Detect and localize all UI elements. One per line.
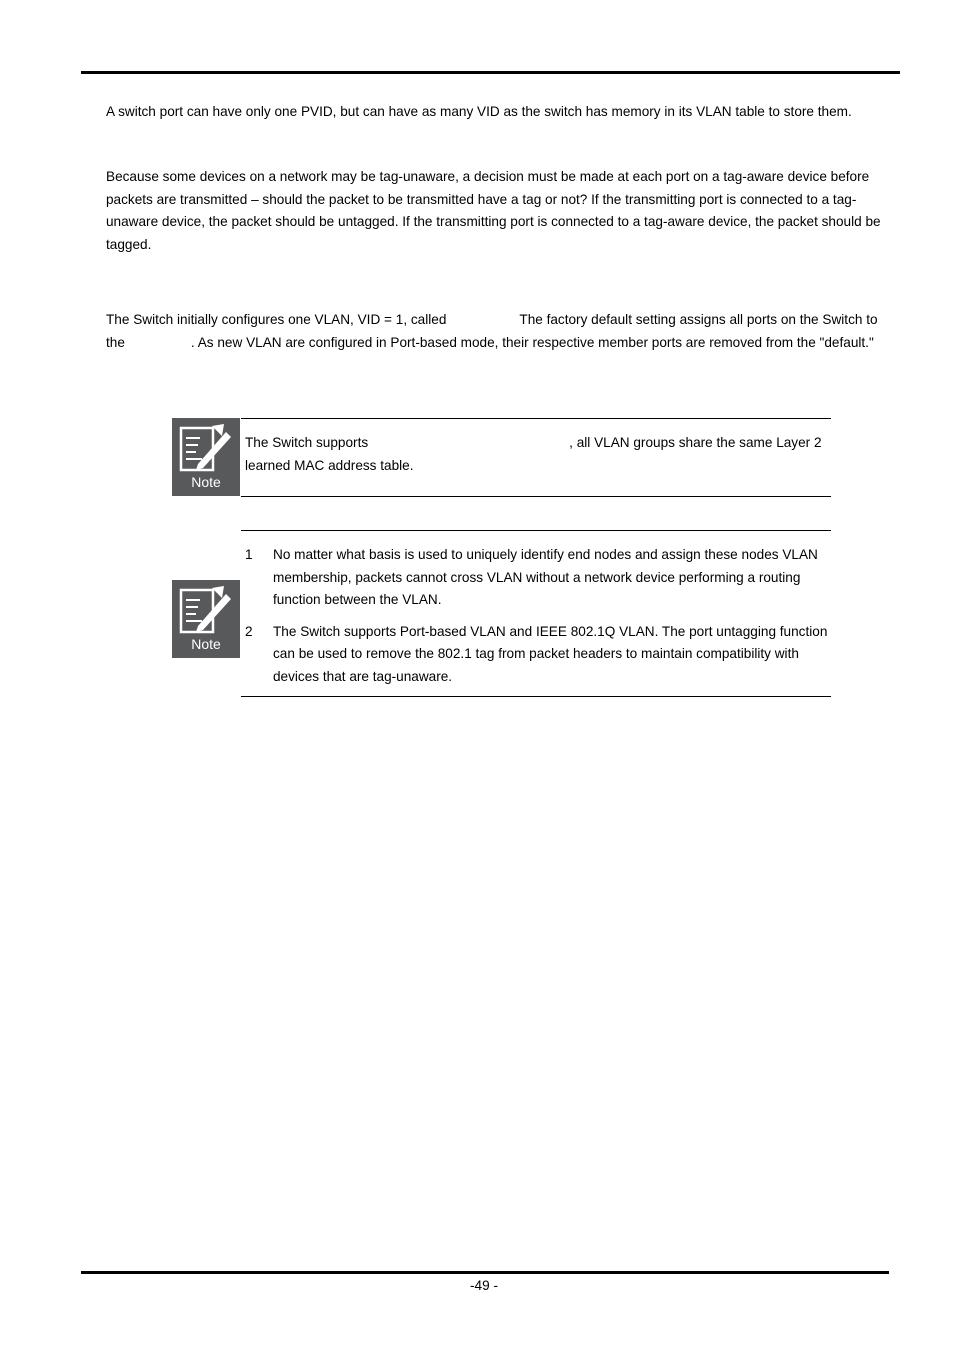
note-icon: [172, 580, 240, 658]
default-vlan-text-b: The factory default setting assigns all ports on the Switch to the: [106, 312, 878, 350]
note-2-list: [245, 544, 831, 688]
paragraph-pvid: A switch port can have only one PVID, but can have as many VID as the switch has memory in its VLAN table to store them.: [106, 104, 852, 119]
paragraph-tag-aware: Because some devices on a network may be tag-unaware, a decision must be made at each port on a tag-aware device before packets are transmitted – should the packet to be transmitted have a tag or not? If the transmitting port is connected to a tag-unaware device, the packet should be untagged. If the transmitting port is connected to a tag-aware device, the packet should be tagged.: [106, 169, 881, 252]
list-item-text: No matter what basis is used to uniquely identify end nodes and assign these nodes VLAN membership, packets cannot cross VLAN without a network device performing a routing function between the VLAN.: [273, 547, 818, 607]
note-icon: [172, 418, 240, 496]
default-vlan-text-a: The Switch initially configures one VLAN, VID = 1, called: [106, 312, 447, 327]
list-item-text: The Switch supports Port-based VLAN and IEEE 802.1Q VLAN. The port untagging function can be used to remove the 802.1 tag from packet headers to maintain compatibility with devices that are tag-unaware.: [273, 623, 828, 684]
svg-text:Note: Note: [191, 636, 221, 652]
svg-text:Note: Note: [191, 474, 221, 490]
note-1-text-a: The Switch supports: [245, 435, 369, 450]
note-1-text-b: , all VLAN groups share the same Layer 2 learned MAC address table.: [245, 435, 822, 473]
page-number: -49 -: [470, 1278, 498, 1293]
list-item-number: 2: [245, 623, 253, 639]
list-item: [245, 544, 831, 612]
footer-rule: [81, 1271, 889, 1274]
note-1-text: [245, 432, 831, 477]
list-item-number: 1: [245, 547, 253, 562]
list-item: [245, 621, 831, 689]
header-rule: [81, 71, 900, 74]
paragraph-default-vlan: [106, 309, 881, 354]
default-vlan-text-c: . As new VLAN are configured in Port-based mode, their respective member ports are removed from the "default.": [190, 334, 874, 350]
